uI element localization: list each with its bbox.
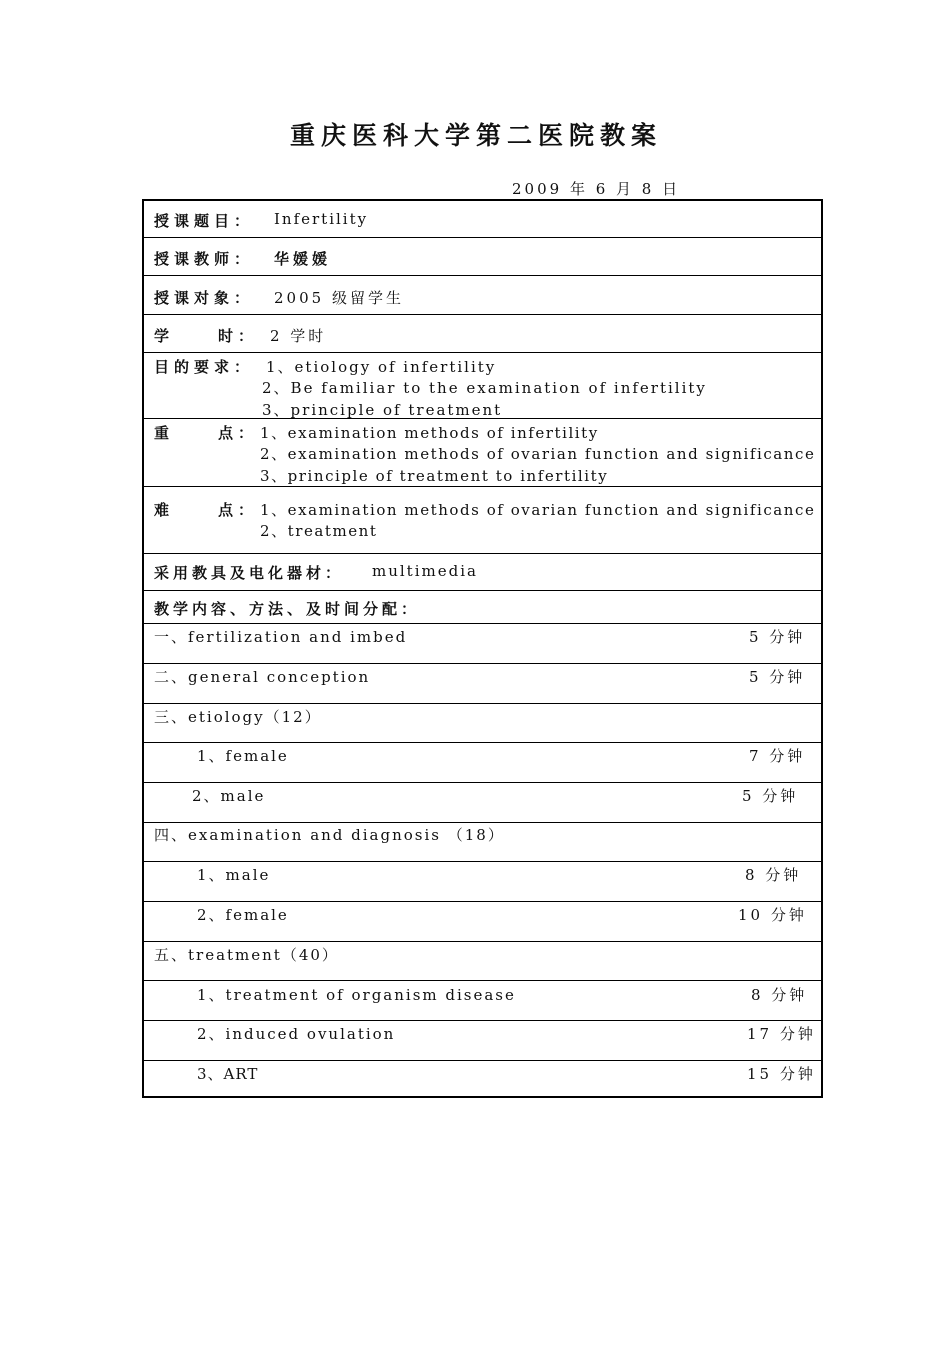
content-row-text: 二、general conception xyxy=(154,668,371,686)
difficult-points-label-b: 点： xyxy=(218,501,259,519)
difficult-points-label-a: 难 xyxy=(154,501,175,519)
content-row xyxy=(144,703,821,743)
topic-value: Infertility xyxy=(274,210,369,228)
content-row xyxy=(144,941,821,981)
hours-label-a: 学 xyxy=(154,327,175,345)
content-row-text: 1、male xyxy=(197,866,271,884)
content-row-text: 一、fertilization and imbed xyxy=(154,628,408,646)
hours-row xyxy=(144,314,821,353)
hours-value: 2 学时 xyxy=(270,327,327,345)
difficult-points-label xyxy=(154,499,258,520)
key-point-item: 2、examination methods of ovarian function and significance xyxy=(260,445,816,463)
content-row xyxy=(144,742,821,783)
content-row-time: 5 分钟 xyxy=(742,787,799,805)
key-points-label-a: 重 xyxy=(154,424,175,442)
objectives-row xyxy=(144,352,821,419)
objective-item: 1、etiology of infertility xyxy=(266,358,497,376)
document-title: 重庆医科大学第二医院教案 xyxy=(289,121,662,150)
content-row-time: 8 分钟 xyxy=(745,866,802,884)
content-row xyxy=(144,980,821,1021)
hours-label xyxy=(154,325,258,346)
content-row xyxy=(144,1060,821,1099)
content-row xyxy=(144,822,821,862)
difficult-point-item: 2、treatment xyxy=(260,522,378,540)
topic-row xyxy=(144,201,821,237)
key-points-row xyxy=(144,418,821,487)
content-row-text: 1、female xyxy=(197,747,289,765)
objective-item: 3、principle of treatment xyxy=(262,401,503,419)
content-row-time: 5 分钟 xyxy=(749,668,806,686)
topic-label: 授课题目： xyxy=(154,212,255,230)
content-label: 教学内容、方法、及时间分配： xyxy=(154,600,421,618)
content-row xyxy=(144,861,821,902)
audience-value: 2005 级留学生 xyxy=(274,289,404,307)
audience-label: 授课对象： xyxy=(154,289,255,307)
content-row xyxy=(144,782,821,823)
content-row-text: 2、induced ovulation xyxy=(197,1025,396,1043)
difficult-points-row xyxy=(144,486,821,554)
content-row xyxy=(144,1020,821,1061)
key-point-item: 3、principle of treatment to infertility xyxy=(260,467,609,485)
objectives-label: 目的要求： xyxy=(154,358,255,376)
teacher-value: 华媛媛 xyxy=(274,250,332,268)
content-row-text: 四、examination and diagnosis （18） xyxy=(154,826,505,844)
content-row-time: 15 分钟 xyxy=(747,1065,816,1083)
teacher-label: 授课教师： xyxy=(154,250,255,268)
content-row-time: 17 分钟 xyxy=(747,1025,816,1043)
content-row-text: 1、treatment of organism disease xyxy=(197,986,516,1004)
content-row xyxy=(144,623,821,664)
audience-row xyxy=(144,275,821,315)
content-row-text: 三、etiology（12） xyxy=(154,708,322,726)
equipment-value: multimedia xyxy=(372,562,478,580)
content-row-text: 3、ART xyxy=(197,1065,259,1083)
content-row-time: 8 分钟 xyxy=(751,986,808,1004)
content-row-time: 5 分钟 xyxy=(749,628,806,646)
objective-item: 2、Be familiar to the examination of infertility xyxy=(262,379,707,397)
equipment-row xyxy=(144,553,821,591)
content-row-text: 2、male xyxy=(192,787,266,805)
hours-label-b: 时： xyxy=(218,327,259,345)
content-header-row xyxy=(144,590,821,624)
content-row-text: 2、female xyxy=(197,906,289,924)
content-row-text: 五、treatment（40） xyxy=(154,946,339,964)
key-point-item: 1、examination methods of infertility xyxy=(260,424,599,442)
lesson-plan-table xyxy=(142,199,823,1098)
teacher-row xyxy=(144,237,821,276)
equipment-label: 采用教具及电化器材： xyxy=(154,564,345,582)
content-row-time: 7 分钟 xyxy=(749,747,806,765)
key-points-label-b: 点： xyxy=(218,424,259,442)
difficult-point-item: 1、examination methods of ovarian function and significance xyxy=(260,501,816,519)
document-date: 2009 年 6 月 8 日 xyxy=(512,180,681,198)
content-row-time: 10 分钟 xyxy=(738,906,807,924)
content-row xyxy=(144,663,821,704)
content-row xyxy=(144,901,821,942)
key-points-label xyxy=(154,422,258,443)
